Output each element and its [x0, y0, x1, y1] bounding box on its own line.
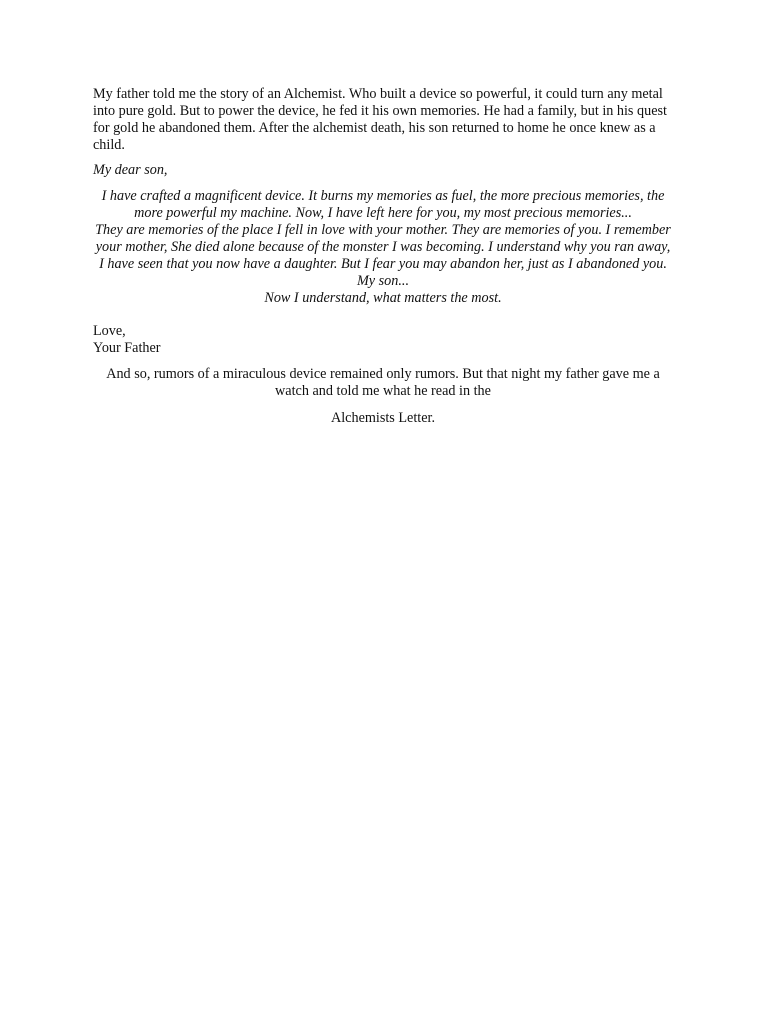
closing-paragraph: And so, rumors of a miraculous device remained only rumors. But that night my father gave me a watch and told me what he read in the: [106, 366, 660, 399]
letter-signoff: [93, 323, 673, 357]
letter-body: [93, 188, 673, 307]
intro-paragraph: My father told me the story of an Alchemist. Who built a device so powerful, it could turn any metal into pure gold. But to power the device, he fed it his own memories. He had a family, but in his quest for gold he abandoned them. After the alchemist death, his son returned to home he once knew as a child.: [93, 86, 667, 153]
document-content: [93, 86, 673, 427]
letter-line: They are memories of the place I fell in love with your mother. They are memories of you. I remember your mother, She died alone because of the monster I was becoming. I understand why you ran away, I have seen that you now have a daughter. But I fear you may abandon her, just as I abandoned you.: [95, 222, 671, 272]
letter-line: My son...: [356, 273, 409, 289]
closing-title: Alchemists Letter.: [330, 410, 435, 426]
letter-salutation: My dear son,: [93, 162, 168, 178]
letter-line: Now I understand, what matters the most.: [264, 290, 502, 306]
signoff-love: Love,: [93, 323, 126, 339]
letter-line: I have crafted a magnificent device. It burns my memories as fuel, the more precious memories, the more powerful my machine. Now, I have left here for you, my most precious memories...: [101, 188, 665, 221]
signoff-name: Your Father: [93, 340, 161, 356]
